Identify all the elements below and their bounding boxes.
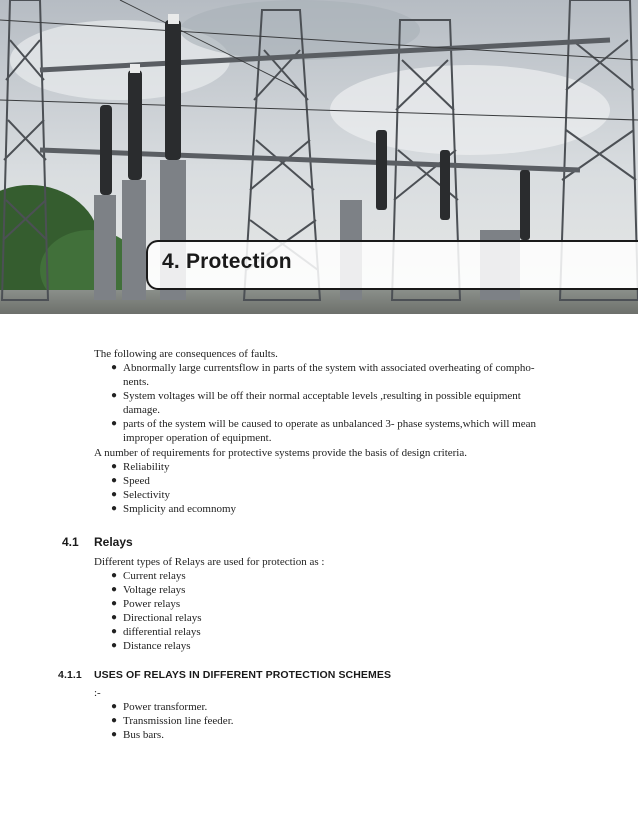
subsection-lead: :-	[94, 687, 101, 699]
protection-schemes-list	[111, 700, 234, 742]
bullet-icon: ●	[111, 729, 118, 740]
list-item: ● Speed	[111, 475, 150, 487]
list-item: ● Voltage relays	[111, 584, 186, 596]
relay-types-list	[111, 569, 202, 653]
section-title: Relays	[94, 535, 133, 549]
bullet-icon: ●	[111, 715, 118, 726]
list-item: ● Selectivity	[111, 489, 171, 501]
list-item: ● Abnormally large currentsflow in parts of the system with associated overheating of compho-nents.	[111, 362, 535, 388]
bullet-icon: ●	[111, 640, 118, 651]
list-item: ● Directional relays	[111, 612, 202, 624]
list-item: ● differential relays	[111, 626, 201, 638]
bullet-icon: ●	[111, 612, 118, 623]
list-item: ● System voltages will be off their normal acceptable levels ,resulting in possible equipment damage.	[111, 390, 521, 416]
bullet-icon: ●	[111, 418, 118, 429]
list-item: ● parts of the system will be caused to operate as unbalanced 3- phase systems,which will mean improper operation of equipment.	[111, 418, 536, 444]
substation-photo	[0, 0, 638, 314]
section-lead: Different types of Relays are used for protection as :	[94, 556, 325, 568]
chapter-banner	[146, 240, 638, 290]
bullet-icon: ●	[111, 701, 118, 712]
bullet-icon: ●	[111, 475, 118, 486]
bullet-icon: ●	[111, 570, 118, 581]
consequences-list	[111, 361, 549, 445]
list-item: ● Power relays	[111, 598, 181, 610]
bullet-icon: ●	[111, 598, 118, 609]
subsection-number: 4.1.1	[58, 669, 82, 681]
requirements-lead: A number of requirements for protective systems provide the basis of design criteria.	[94, 447, 467, 459]
bullet-icon: ●	[111, 461, 118, 472]
list-item: ● Reliability	[111, 461, 170, 473]
list-item: ● Distance relays	[111, 640, 191, 652]
intro-lead: The following are consequences of faults.	[94, 348, 278, 360]
bullet-icon: ●	[111, 489, 118, 500]
list-item: ● Transmission line feeder.	[111, 715, 234, 727]
section-number: 4.1	[62, 535, 79, 549]
bullet-icon: ●	[111, 626, 118, 637]
bullet-icon: ●	[111, 390, 118, 401]
list-item: ● Power transformer.	[111, 701, 208, 713]
list-item: ● Current relays	[111, 570, 186, 582]
chapter-title: 4. Protection	[162, 250, 292, 273]
requirements-list	[111, 460, 237, 516]
bullet-icon: ●	[111, 503, 118, 514]
subsection-title: USES OF RELAYS IN DIFFERENT PROTECTION SCHEMES	[94, 669, 392, 681]
bullet-icon: ●	[111, 362, 118, 373]
bullet-icon: ●	[111, 584, 118, 595]
list-item: ● Smplicity and ecomnomy	[111, 503, 237, 515]
list-item: ● Bus bars.	[111, 729, 164, 741]
